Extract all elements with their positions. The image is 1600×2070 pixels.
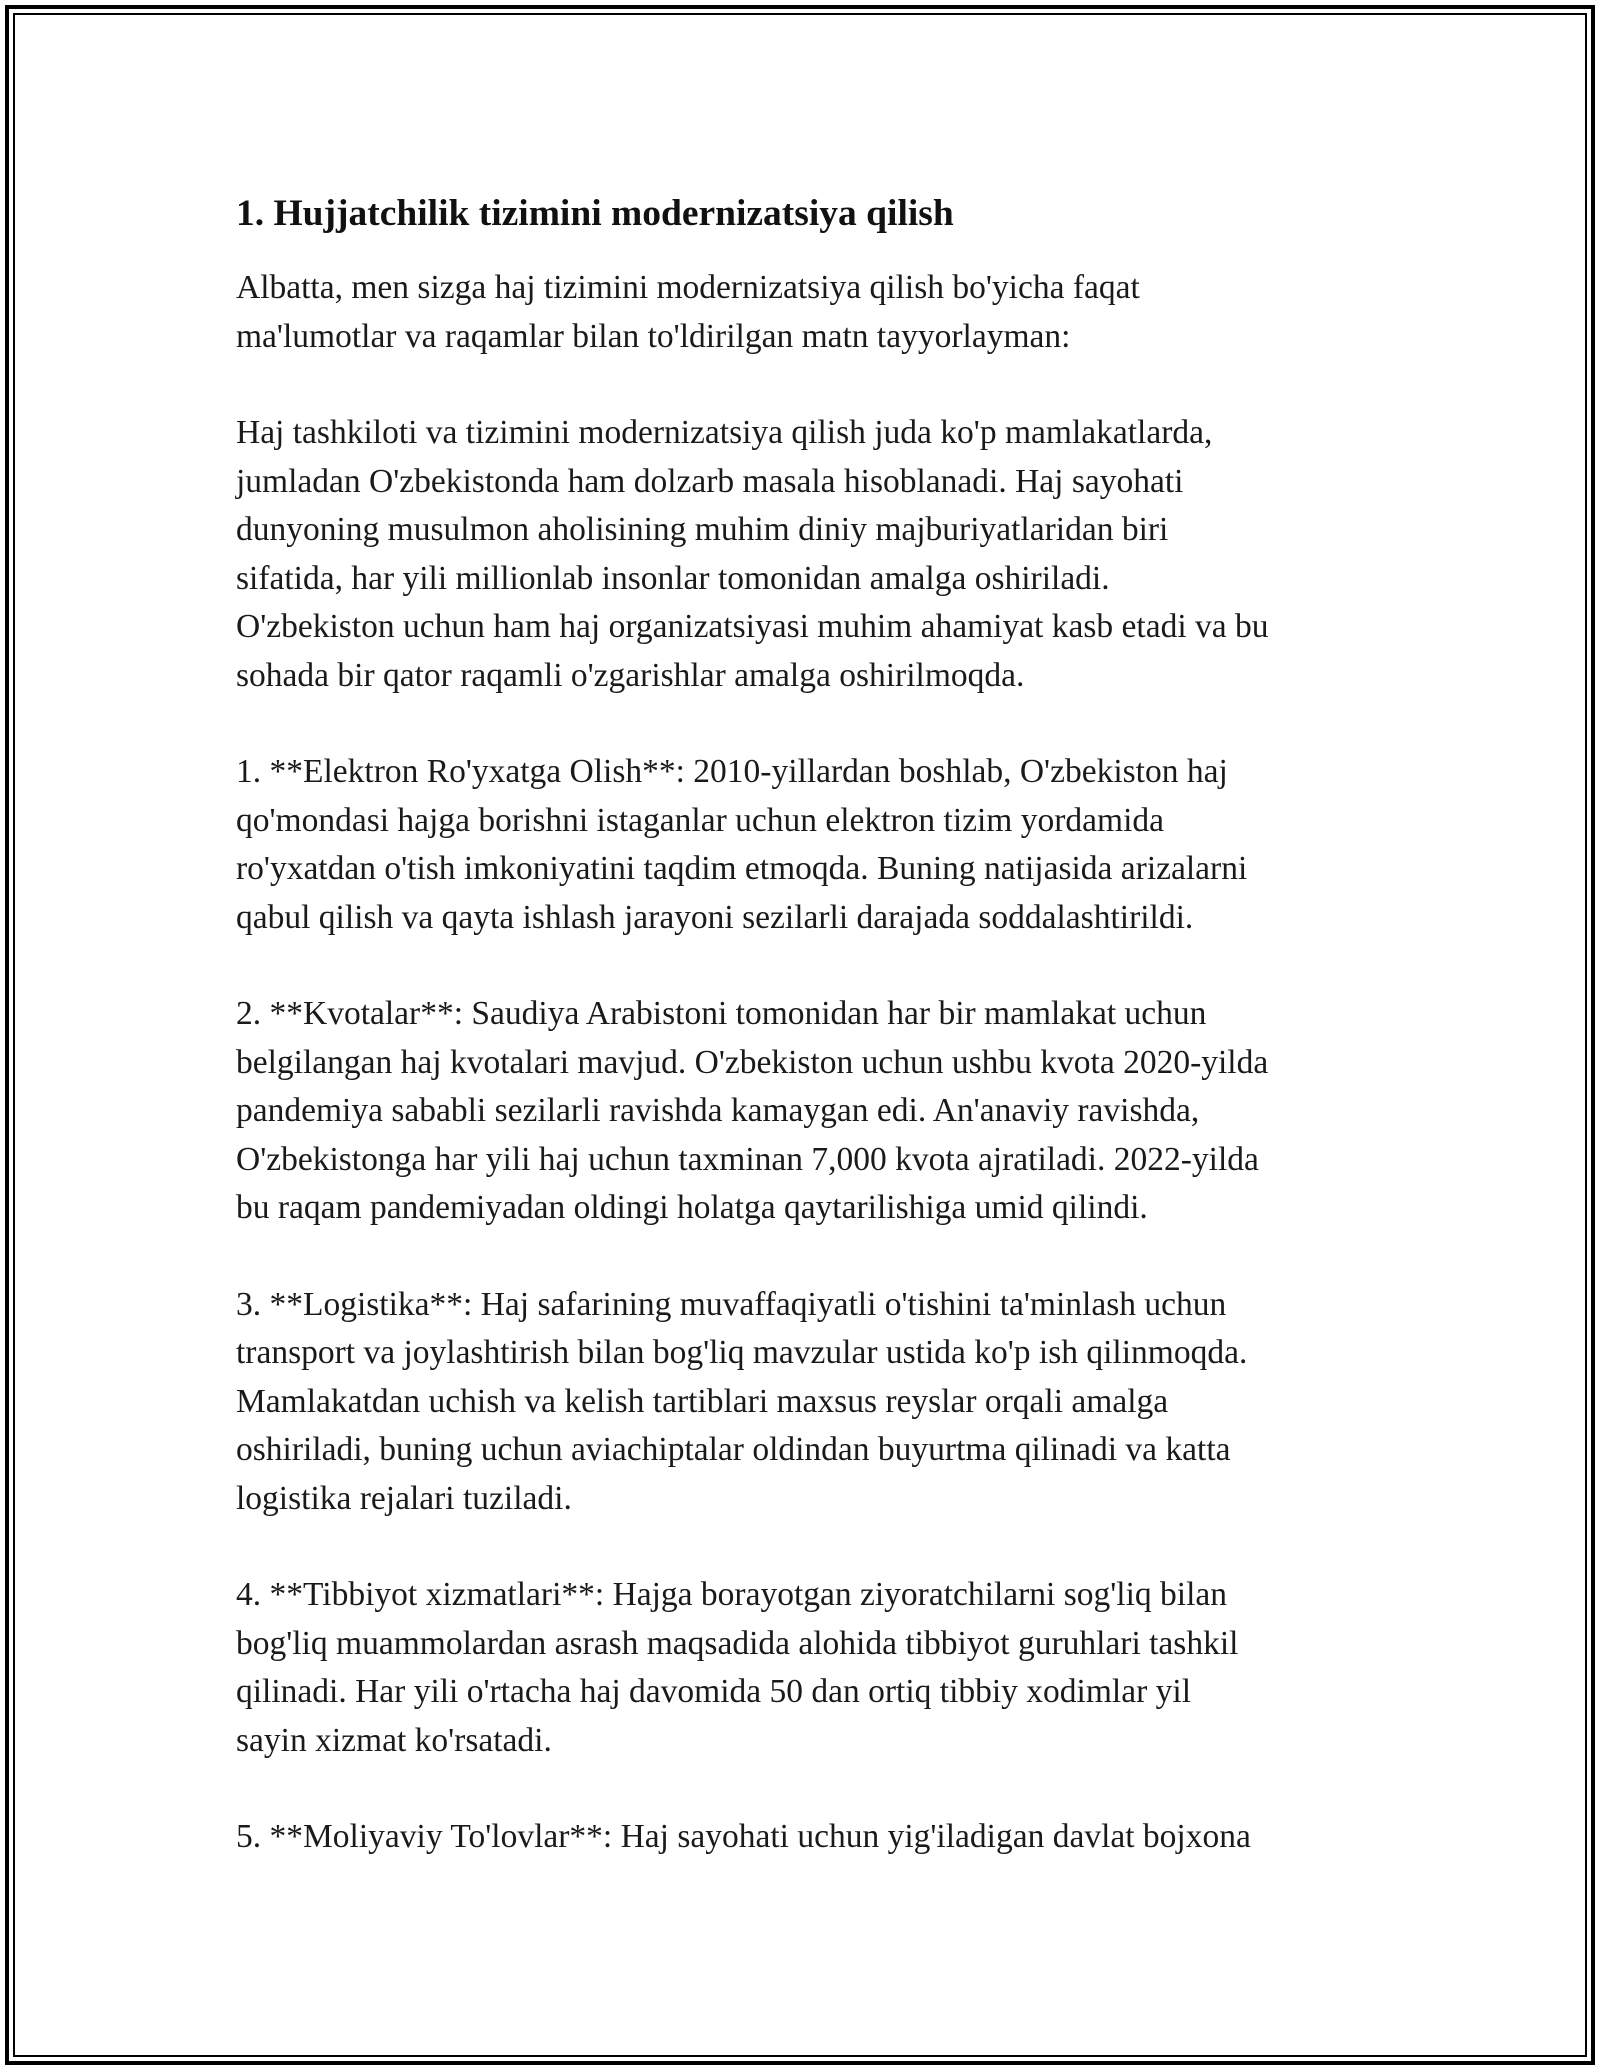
text-line: qabul qilish va qayta ishlash jarayoni sezilarli darajada soddalashtirildi. <box>236 898 1194 936</box>
paragraph-item-2 <box>236 990 1386 1233</box>
text-line: bog'liq muammolardan asrash maqsadida alohida tibbiyot guruhlari tashkil <box>236 1624 1239 1662</box>
paragraph-item-1 <box>236 748 1386 942</box>
paragraph-item-5 <box>236 1813 1386 1862</box>
document-title: 1. Hujjatchilik tizimini modernizatsiya qilish <box>236 193 954 234</box>
paragraph-item-3 <box>236 1281 1386 1524</box>
text-line: jumladan O'zbekistonda ham dolzarb masala hisoblanadi. Haj sayohati <box>236 462 1184 500</box>
text-line: sifatida, har yili millionlab insonlar tomonidan amalga oshiriladi. <box>236 559 1110 597</box>
text-line: belgilangan haj kvotalari mavjud. O'zbekiston uchun ushbu kvota 2020-yilda <box>236 1043 1269 1081</box>
text-line: bu raqam pandemiyadan oldingi holatga qaytarilishiga umid qilindi. <box>236 1189 1148 1226</box>
text-line: dunyoning musulmon aholisining muhim diniy majburiyatlaridan biri <box>236 511 1169 548</box>
text-line: 3. **Logistika**: Haj safarining muvaffaqiyatli o'tishini ta'minlash uchun <box>236 1285 1227 1323</box>
paragraph-item-4 <box>236 1571 1386 1765</box>
text-line: O'zbekistonga har yili haj uchun taxminan 7,000 kvota ajratiladi. 2022-yilda <box>236 1140 1259 1178</box>
text-line: logistika rejalari tuziladi. <box>236 1479 572 1517</box>
text-line: qo'mondasi hajga borishni istaganlar uchun elektron tizim yordamida <box>236 801 1164 839</box>
text-line: 4. **Tibbiyot xizmatlari**: Hajga borayotgan ziyoratchilarni sog'liq bilan <box>236 1576 1227 1613</box>
text-line: 2. **Kvotalar**: Saudiya Arabistoni tomonidan har bir mamlakat uchun <box>236 995 1207 1032</box>
document-body <box>236 186 1386 1910</box>
text-line: qilinadi. Har yili o'rtacha haj davomida 50 dan ortiq tibbiy xodimlar yil <box>236 1673 1191 1710</box>
paragraph-intro <box>236 264 1386 361</box>
text-line: sohada bir qator raqamli o'zgarishlar amalga oshirilmoqda. <box>236 656 1025 694</box>
text-line: oshiriladi, buning uchun aviachiptalar oldindan buyurtma qilinadi va katta <box>236 1431 1231 1468</box>
paragraph-overview <box>236 409 1386 700</box>
text-line: Albatta, men sizga haj tizimini modernizatsiya qilish bo'yicha faqat <box>236 269 1140 306</box>
text-line: 5. **Moliyaviy To'lovlar**: Haj sayohati uchun yig'iladigan davlat bojxona <box>236 1818 1251 1855</box>
text-line: 1. **Elektron Ro'yxatga Olish**: 2010-yillardan boshlab, O'zbekiston haj <box>236 753 1228 790</box>
text-line: O'zbekiston uchun ham haj organizatsiyasi muhim ahamiyat kasb etadi va bu <box>236 608 1269 645</box>
text-line: transport va joylashtirish bilan bog'liq mavzular ustida ko'p ish qilinmoqda. <box>236 1334 1248 1371</box>
text-line: ro'yxatdan o'tish imkoniyatini taqdim etmoqda. Buning natijasida arizalarni <box>236 850 1248 887</box>
text-line: pandemiya sababli sezilarli ravishda kamaygan edi. An'anaviy ravishda, <box>236 1092 1200 1129</box>
text-line: Haj tashkiloti va tizimini modernizatsiya qilish juda ko'p mamlakatlarda, <box>236 414 1213 451</box>
text-line: Mamlakatdan uchish va kelish tartiblari maxsus reyslar orqali amalga <box>236 1382 1169 1420</box>
text-line: sayin xizmat ko'rsatadi. <box>236 1721 552 1759</box>
text-line: ma'lumotlar va raqamlar bilan to'ldirilgan matn tayyorlayman: <box>236 317 1071 355</box>
